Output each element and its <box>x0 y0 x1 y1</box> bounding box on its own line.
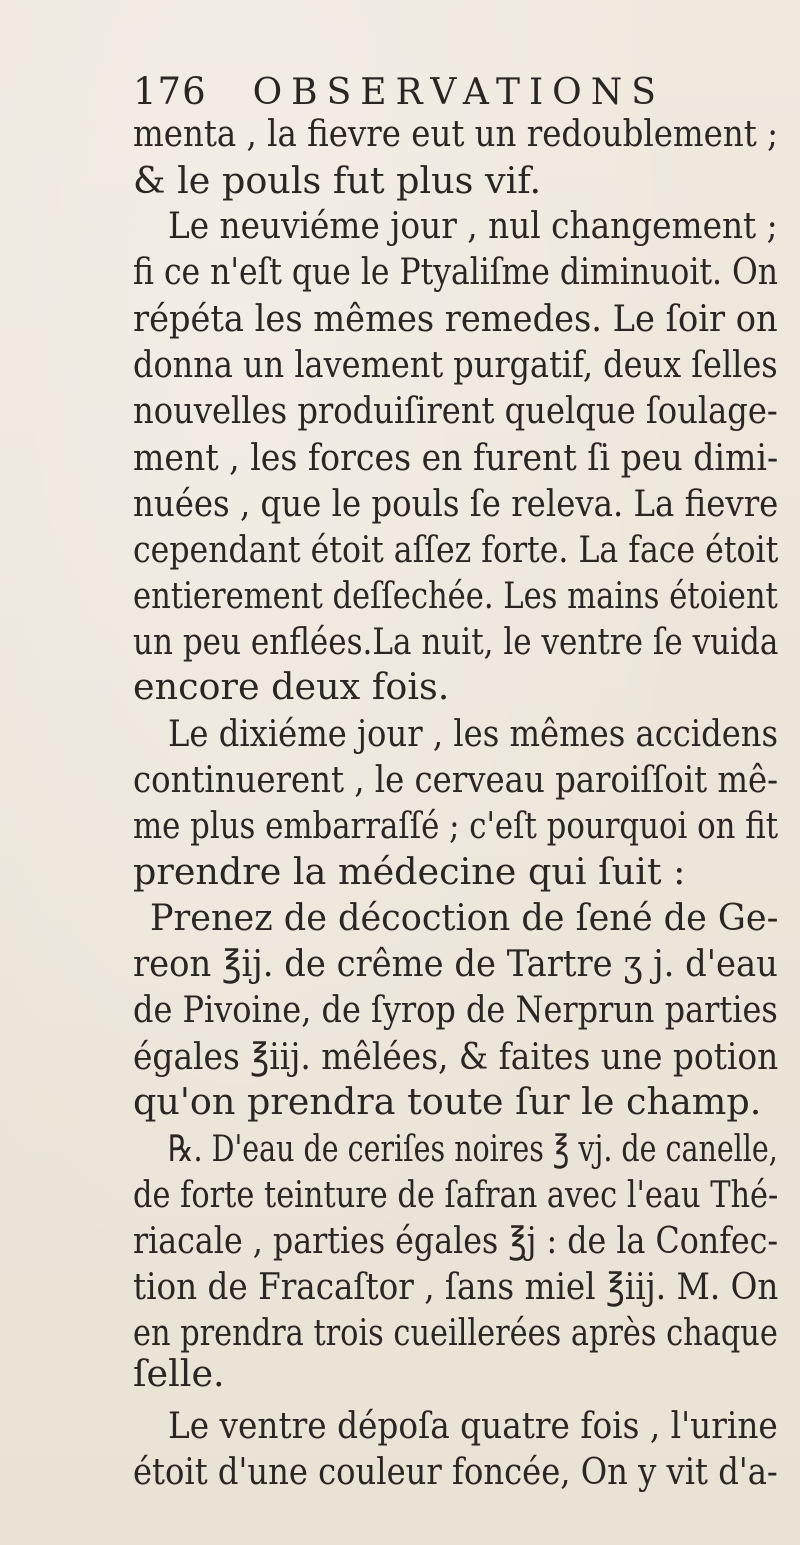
text-line: répéta les mêmes remedes. Le ſoir on <box>133 297 778 340</box>
page-number: 176 <box>133 70 207 113</box>
text-line: égales ℥iij. mêlées, & faites une potion <box>133 1035 779 1078</box>
text-line: menta , la fievre eut un redoublement ; <box>133 112 779 155</box>
text-line: ment , les forces en furent ſi peu dimi- <box>133 436 779 479</box>
text-line: en prendra trois cueillerées après chaque <box>133 1311 778 1354</box>
text-line: de forte teinture de ſafran avec l'eau Thé- <box>133 1173 779 1216</box>
text-line: Le ventre dépoſa quatre fois , l'urine <box>168 1404 778 1447</box>
text-line: riacale , parties égales ℥j : de la Confec- <box>133 1219 779 1262</box>
text-line: qu'on prendra toute ſur le champ. <box>133 1080 762 1123</box>
text-line: fi ce n'eſt que le Ptyaliſme diminuoit. On <box>133 250 779 293</box>
text-line: nouvelles produiſirent quelque ſoulage- <box>133 389 778 432</box>
text-line: de Pivoine, de ſyrop de Nerprun parties <box>133 988 778 1031</box>
text-line: Le neuviéme jour , nul changement ; <box>168 204 778 247</box>
text-line: continuerent , le cerveau paroiſſoit mê- <box>133 758 779 801</box>
text-line: me plus embarraſſé ; c'eſt pourquoi on fit <box>133 804 779 847</box>
running-title: OBSERVATIONS <box>252 72 665 113</box>
text-line: cependant étoit aſſez forte. La face étoit <box>133 528 779 571</box>
text-line: reon ℥ij. de crême de Tartre ʒ j. d'eau <box>133 942 778 985</box>
text-line: Prenez de décoction de ſené de Ge- <box>150 896 779 939</box>
text-line: ſelle. <box>133 1352 225 1395</box>
text-line: prendre la médecine qui ſuit : <box>133 850 686 893</box>
text-line: donna un lavement purgatif, deux ſelles <box>133 343 778 386</box>
text-line: entierement deſſechée. Les mains étoient <box>133 574 778 617</box>
text-line: étoit d'une couleur foncée, On y vit d'a- <box>133 1450 778 1493</box>
text-line: ℞. D'eau de ceriſes noires ℥ vj. de canelle, <box>168 1127 778 1170</box>
text-line: nuées , que le pouls ſe releva. La fievre <box>133 482 779 525</box>
text-line: tion de Fracaſtor , ſans miel ℥iij. M. On <box>133 1265 779 1308</box>
text-line: & le pouls fut plus vif. <box>133 159 542 202</box>
text-line: encore deux fois. <box>133 665 450 708</box>
text-line: Le dixiéme jour , les mêmes accidens <box>168 712 779 755</box>
text-line: un peu enflées.La nuit, le ventre ſe vuida <box>133 620 779 663</box>
